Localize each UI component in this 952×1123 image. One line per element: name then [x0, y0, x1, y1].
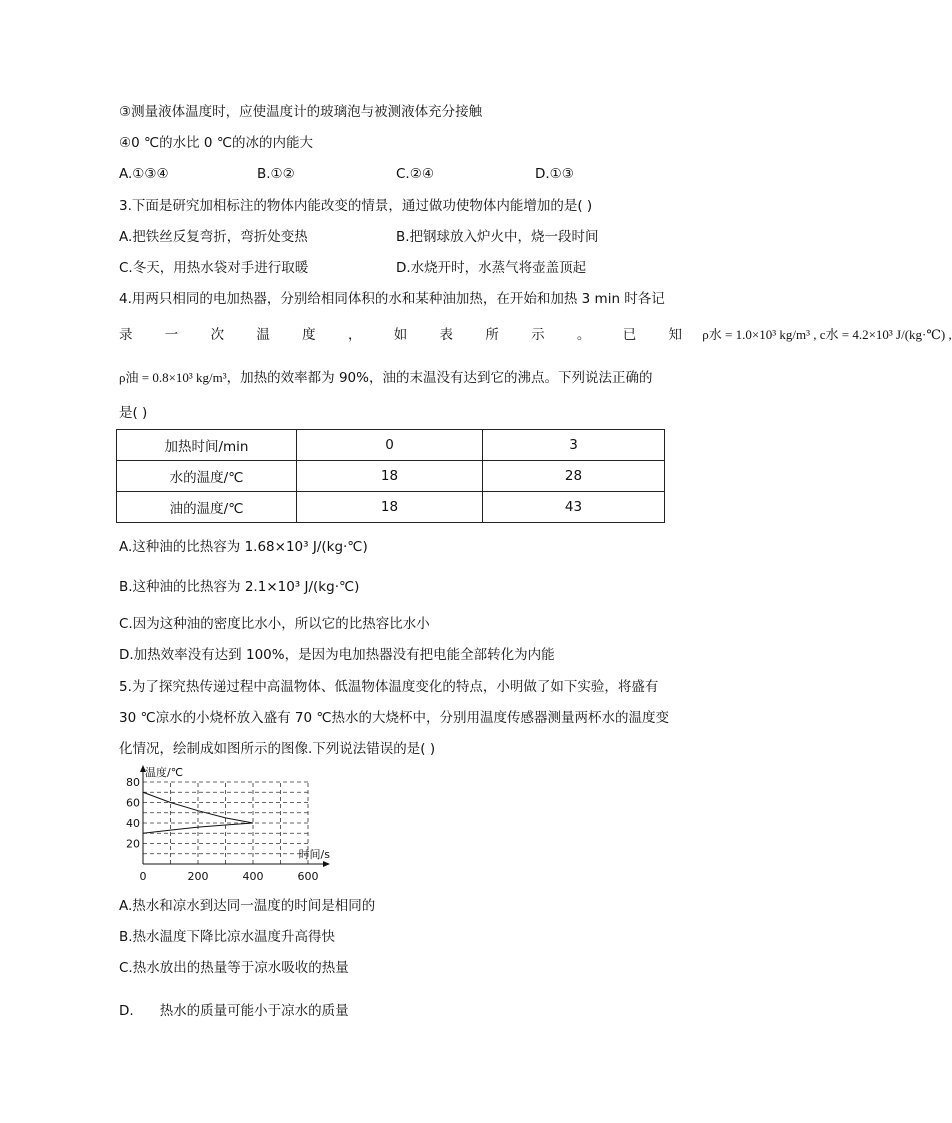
temperature-time-chart — [118, 764, 330, 888]
q5-option-a: A.热水和凉水到达同一温度的时间是相同的 — [119, 898, 376, 914]
table-cell: 43 — [483, 492, 665, 523]
q3-option-c: C.冬天，用热水袋对手进行取暖 — [119, 260, 309, 276]
x-axis-label: 时间/s — [298, 848, 330, 861]
q3-option-d: D.水烧开时，水蒸气将壶盖顶起 — [396, 260, 587, 276]
x-tick-label: 200 — [187, 870, 209, 883]
q2-option-d: D.①③ — [535, 166, 574, 182]
q5-option-d-text: 热水的质量可能小于凉水的质量 — [159, 1003, 349, 1019]
q2-option-c: C.②④ — [396, 166, 434, 182]
q5-stem-line1: 5.为了探究热传递过程中高温物体、低温物体温度变化的特点，小明做了如下实验，将盛有 — [119, 679, 659, 695]
table-cell: 18 — [297, 461, 483, 492]
table-row — [117, 461, 665, 492]
chart-labels — [126, 765, 330, 883]
q4-option-c: C.因为这种油的密度比水小，所以它的比热容比水小 — [119, 616, 430, 632]
q5-option-b: B.热水温度下降比凉水温度升高得快 — [119, 929, 336, 945]
table-cell: 油的温度/℃ — [117, 492, 297, 523]
table-cell: 18 — [297, 492, 483, 523]
q4-rho-oil-formula: ρ油 = 0.8×10³ kg/m³ — [119, 370, 227, 385]
table-cell: 28 — [483, 461, 665, 492]
table-row — [117, 492, 665, 523]
q2-item-4: ④0 ℃的水比 0 ℃的冰的内能大 — [119, 135, 313, 151]
q4-stem-line4: 是( ) — [119, 405, 148, 421]
x-tick-label: 0 — [139, 870, 147, 883]
q4-option-a: A.这种油的比热容为 1.68×10³ J/(kg·℃) — [119, 539, 368, 555]
q4-stem-line2 — [119, 326, 952, 344]
q4-stem-line1: 4.用两只相同的电加热器，分别给相同体积的水和某种油加热，在开始和加热 3 min 时各记 — [119, 291, 665, 307]
q5-option-d — [119, 1002, 349, 1020]
y-tick-label: 40 — [126, 817, 140, 830]
q5-stem-line2: 30 ℃凉水的小烧杯放入盛有 70 ℃热水的大烧杯中，分别用温度传感器测量两杯水的温度变 — [119, 710, 670, 726]
q3-option-a: A.把铁丝反复弯折，弯折处变热 — [119, 229, 308, 245]
q3-stem: 3.下面是研究加相标注的物体内能改变的情景，通过做功使物体内能增加的是( ) — [119, 198, 593, 214]
q4-stem-line3-rest: ，加热的效率都为 90%，油的末温没有达到它的沸点。下列说法正确的 — [226, 370, 653, 386]
y-axis-label: 温度/℃ — [145, 766, 184, 779]
q4-option-d: D.加热效率没有达到 100%，是因为电加热器没有把电能全部转化为内能 — [119, 647, 555, 663]
q4-option-b: B.这种油的比热容为 2.1×10³ J/(kg·℃) — [119, 579, 360, 595]
q4-data-table — [116, 429, 665, 523]
table-cell: 水的温度/℃ — [117, 461, 297, 492]
q2-item-3: ③测量液体温度时，应使温度计的玻璃泡与被测液体充分接触 — [119, 104, 483, 120]
q5-option-d-label: D. — [119, 1003, 134, 1019]
table-header-cell: 加热时间/min — [117, 430, 297, 461]
x-axis-arrow-icon — [323, 861, 330, 867]
y-tick-label: 60 — [126, 796, 140, 810]
y-tick-label: 80 — [126, 776, 140, 789]
q2-option-b: B.①② — [257, 166, 295, 182]
q5-option-c: C.热水放出的热量等于凉水吸收的热量 — [119, 960, 349, 976]
chart-grid — [143, 782, 308, 864]
y-tick-label: 20 — [126, 837, 140, 851]
q4-stem-line3 — [119, 369, 652, 387]
table-header-cell: 0 — [297, 430, 483, 461]
x-tick-label: 600 — [297, 870, 319, 883]
q2-option-a: A.①③④ — [119, 166, 169, 182]
q3-option-b: B.把钢球放入炉火中，烧一段时间 — [396, 229, 599, 245]
table-row — [117, 430, 665, 461]
q4-rho-water-formula: ρ水 = 1.0×10³ kg/m³ , c水 = 4.2×10³ J/(kg·℃) , — [702, 327, 952, 342]
x-tick-label: 400 — [242, 870, 264, 883]
q4-stem-line2-text: 录 一 次 温 度 ， 如 表 所 示 。 已 知 — [119, 327, 696, 343]
q5-stem-line3: 化情况，绘制成如图所示的图像.下列说法错误的是( ) — [119, 741, 436, 757]
table-header-cell: 3 — [483, 430, 665, 461]
